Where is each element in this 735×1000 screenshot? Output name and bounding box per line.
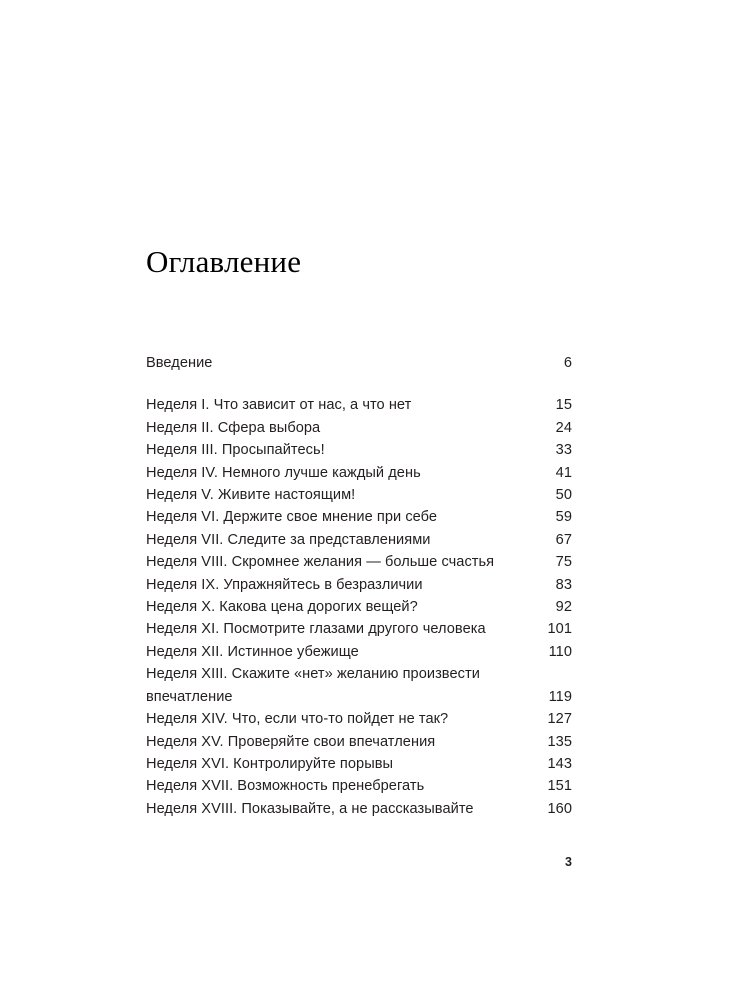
toc-entry-label: Неделя X. Какова цена дорогих вещей? xyxy=(146,599,418,616)
toc-entry-page-number: 92 xyxy=(555,599,572,616)
toc-entry-label: Неделя IX. Упражняйтесь в безразличии xyxy=(146,576,423,593)
toc-entry-page-number: 67 xyxy=(555,531,572,548)
toc-entry[interactable] xyxy=(146,641,572,663)
toc-entry[interactable] xyxy=(146,462,572,484)
toc-entry-page-number: 41 xyxy=(555,464,572,481)
toc-entry-label: Неделя II. Сфера выбора xyxy=(146,419,321,436)
toc-entry-label: Неделя V. Живите настоящим! xyxy=(146,487,356,504)
toc-entry-page-number: 143 xyxy=(547,755,572,772)
toc-entry[interactable] xyxy=(146,663,572,685)
toc-entry-label: Неделя XIII. Скажите «нет» желанию произвести xyxy=(146,666,480,683)
toc-entry-continuation[interactable] xyxy=(146,686,572,708)
toc-entry-page-number: 33 xyxy=(555,442,572,459)
toc-entry-label: Неделя VII. Следите за представлениями xyxy=(146,531,431,548)
toc-entry[interactable] xyxy=(146,506,572,528)
toc-entry[interactable] xyxy=(146,394,572,416)
toc-entry-label-continued: впечатление xyxy=(146,688,233,705)
toc-entry-page-number: 110 xyxy=(548,643,572,660)
toc-entry[interactable] xyxy=(146,596,572,618)
toc-entry[interactable] xyxy=(146,352,572,374)
toc-entry[interactable] xyxy=(146,439,572,461)
toc-entry-label: Неделя XIV. Что, если что-то пойдет не так? xyxy=(146,711,449,728)
page-title: Оглавление xyxy=(146,243,302,279)
toc-entry-label: Введение xyxy=(146,355,213,371)
toc-entry[interactable] xyxy=(146,551,572,573)
toc-entry-label: Неделя VIII. Скромнее желания — больше счастья xyxy=(146,554,495,571)
toc-entry-label: Неделя XV. Проверяйте свои впечатления xyxy=(146,733,436,750)
toc-entry[interactable] xyxy=(146,753,572,775)
toc-entry-label: Неделя III. Просыпайтесь! xyxy=(146,442,325,459)
toc-entry-page-number: 151 xyxy=(547,778,572,795)
toc-entry-label: Неделя XVI. Контролируйте порывы xyxy=(146,755,394,772)
toc-entry-page-number: 59 xyxy=(555,509,572,526)
toc-entry-label: Неделя XVII. Возможность пренебрегать xyxy=(146,778,425,795)
toc-entry-page-number: 50 xyxy=(555,487,572,504)
toc-entry-label: Неделя XVIII. Показывайте, а не рассказывайте xyxy=(146,800,474,817)
toc-entry[interactable] xyxy=(146,484,572,506)
toc-entry[interactable] xyxy=(146,529,572,551)
toc-entry-page-number: 83 xyxy=(555,576,572,593)
toc-entry[interactable] xyxy=(146,798,572,820)
toc-entry-page-number: 135 xyxy=(547,733,572,750)
toc-entry-page-number: 6 xyxy=(563,355,572,371)
toc-entry[interactable] xyxy=(146,618,572,640)
toc-entry-label: Неделя XI. Посмотрите глазами другого человека xyxy=(146,621,486,638)
toc-entry[interactable] xyxy=(146,775,572,797)
toc-entry[interactable] xyxy=(146,708,572,730)
toc-entry-label: Неделя I. Что зависит от нас, а что нет xyxy=(146,397,412,414)
toc-entry[interactable] xyxy=(146,574,572,596)
toc-entry[interactable] xyxy=(146,417,572,439)
toc-entry-page-number: 119 xyxy=(548,688,572,705)
toc-entry-page-number: 75 xyxy=(555,554,572,571)
toc-entry-label: Неделя XII. Истинное убежище xyxy=(146,643,359,660)
toc-entry-page-number: 160 xyxy=(547,800,572,817)
toc-entry-label: Неделя IV. Немного лучше каждый день xyxy=(146,464,421,481)
toc-entry-page-number: 101 xyxy=(547,621,572,638)
toc-entry-page-number: 24 xyxy=(555,419,572,436)
toc-entry-page-number: 127 xyxy=(547,711,572,728)
page-folio-number: 3 xyxy=(565,855,572,869)
toc-entry-label: Неделя VI. Держите свое мнение при себе xyxy=(146,509,438,526)
toc-entry[interactable] xyxy=(146,731,572,753)
toc-entry-page-number: 15 xyxy=(555,397,572,414)
table-of-contents-list xyxy=(146,352,572,820)
